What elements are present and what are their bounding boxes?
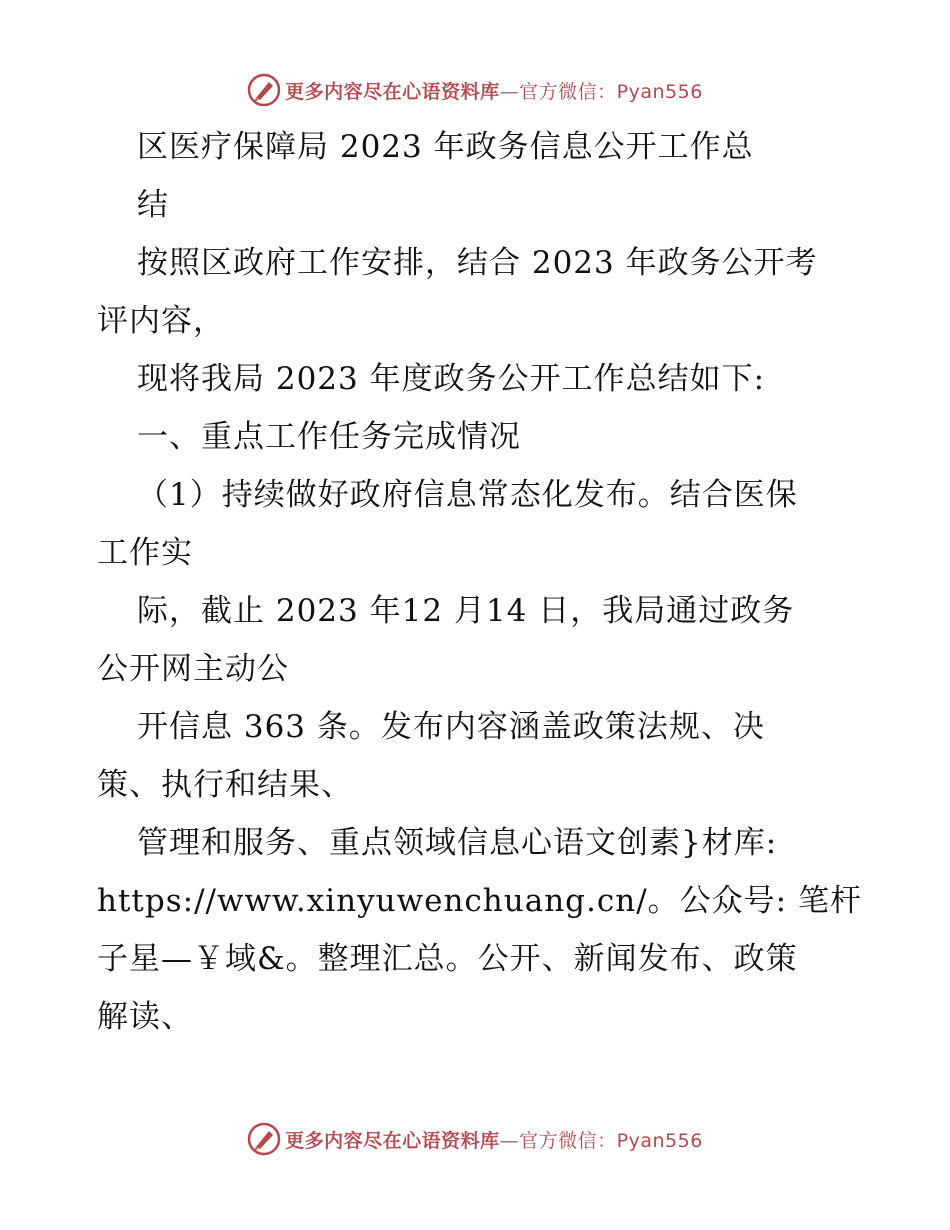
header-banner-text (285, 77, 703, 104)
document-line: 工作实 (97, 535, 193, 571)
document-line: 公开网主动公 (97, 651, 289, 687)
document-line: 结 (137, 187, 169, 223)
footer-banner (0, 1119, 950, 1159)
document-line: 评内容， (97, 303, 225, 339)
document-line: 开信息 363 条。发布内容涵盖政策法规、决 (137, 709, 765, 745)
header-banner (0, 70, 950, 110)
document-line: 一、重点工作任务完成情况 (137, 419, 521, 455)
footer-wechat: 官方微信：Pyan556 (519, 1129, 703, 1152)
document-line: 区医疗保障局 2023 年政务信息公开工作总 (137, 129, 754, 165)
header-dash: — (499, 80, 520, 103)
document-line: 策、执行和结果、 (97, 767, 353, 803)
document-line: 现将我局 2023 年度政务公开工作总结如下: (137, 361, 766, 397)
footer-brand: 更多内容尽在心语资料库 (285, 1129, 500, 1152)
pen-badge-icon (247, 1122, 281, 1156)
document-line: 管理和服务、重点领域信息心语文创素}材库: (137, 825, 778, 861)
footer-dash: — (499, 1129, 520, 1152)
header-wechat: 官方微信：Pyan556 (519, 80, 703, 103)
document-line: 按照区政府工作安排，结合 2023 年政务公开考 (137, 245, 818, 281)
document-line: 际，截止 2023 年12 月14 日，我局通过政务 (137, 593, 795, 629)
document-line: （1）持续做好政府信息常态化发布。结合医保 (137, 477, 798, 513)
document-line: https://www.xinyuwenchuang.cn/。公众号: 笔杆 (97, 883, 862, 919)
header-brand: 更多内容尽在心语资料库 (285, 80, 500, 103)
footer-banner-text (285, 1126, 703, 1153)
document-body (97, 118, 862, 1046)
document-line: 解读、 (97, 999, 193, 1035)
pen-badge-icon (247, 73, 281, 107)
document-line: 子星—￥域&。整理汇总。公开、新闻发布、政策 (97, 941, 798, 977)
